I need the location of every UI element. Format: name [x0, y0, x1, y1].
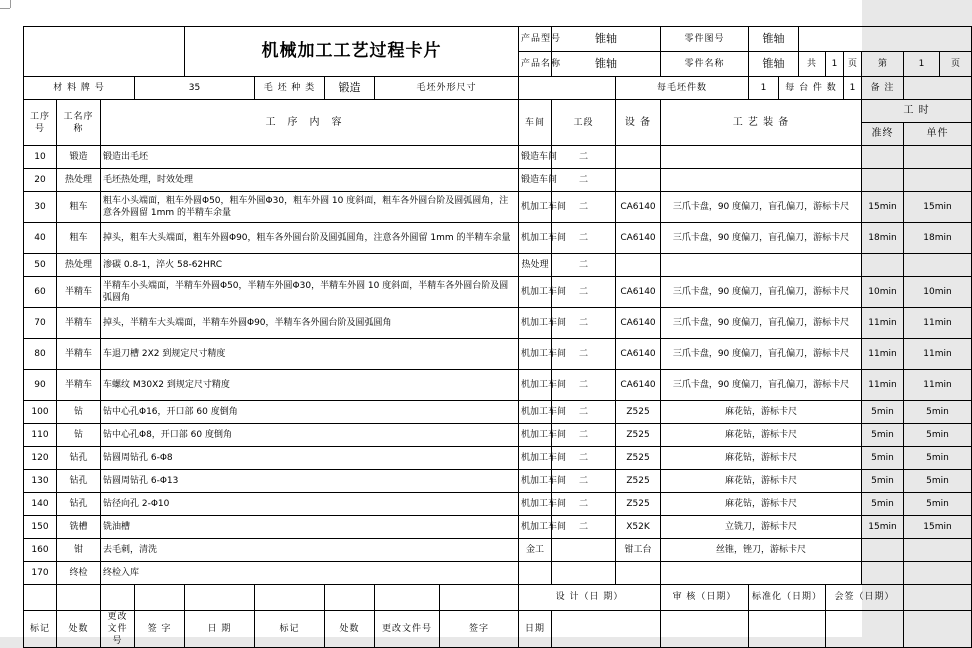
blank-cell [552, 611, 661, 648]
process-section[interactable]: 二 [552, 339, 616, 370]
process-row [24, 223, 972, 254]
product-name-value[interactable]: 锥轴 [552, 52, 661, 77]
col-equipment: 设 备 [616, 100, 661, 146]
process-prep-time[interactable] [862, 254, 904, 277]
standard-label: 标准化（日期） [749, 585, 826, 611]
process-name[interactable]: 钻孔 [57, 493, 101, 516]
blank-type-value[interactable]: 锻造 [325, 77, 375, 100]
process-content[interactable]: 车螺纹 M30X2 到规定尺寸精度 [101, 370, 519, 401]
date-label: 日 期 [185, 611, 255, 648]
process-prep-time[interactable]: 5min [862, 470, 904, 493]
process-equipment[interactable] [616, 146, 661, 169]
process-equipment[interactable] [616, 254, 661, 277]
process-row [24, 493, 972, 516]
process-row [24, 192, 972, 223]
process-content[interactable]: 半精车小头端面，半精车外圆Φ50，半精车外圆Φ30，半精车外圆 10 度斜面，半精车各外圆台阶及圆弧圆角 [101, 277, 519, 308]
process-name[interactable]: 半精车 [57, 308, 101, 339]
process-unit-time[interactable]: 15min [904, 192, 972, 223]
process-workshop[interactable]: 机加工车间 [519, 370, 552, 401]
process-seq[interactable]: 20 [24, 169, 57, 192]
process-unit-time[interactable]: 5min [904, 470, 972, 493]
process-seq[interactable]: 150 [24, 516, 57, 539]
process-workshop[interactable]: 机加工车间 [519, 470, 552, 493]
process-card-table [23, 26, 972, 648]
process-tooling[interactable]: 麻花钻，游标卡尺 [661, 401, 862, 424]
process-content[interactable]: 终检入库 [101, 562, 519, 585]
process-row [24, 447, 972, 470]
process-seq[interactable]: 140 [24, 493, 57, 516]
process-row [24, 308, 972, 339]
process-tooling[interactable]: 三爪卡盘，90 度偏刀，盲孔偏刀，游标卡尺 [661, 223, 862, 254]
process-content[interactable]: 去毛刺，清洗 [101, 539, 519, 562]
process-seq[interactable]: 110 [24, 424, 57, 447]
process-workshop[interactable]: 机加工车间 [519, 424, 552, 447]
blank-cell [57, 585, 101, 611]
remark-label: 备 注 [862, 77, 904, 100]
process-name[interactable]: 钻孔 [57, 470, 101, 493]
process-section[interactable]: 二 [552, 370, 616, 401]
card-title: 机械加工工艺过程卡片 [185, 27, 519, 77]
process-name[interactable]: 锻造 [57, 146, 101, 169]
design-label: 设 计（日 期） [519, 585, 661, 611]
count-label-2: 处数 [325, 611, 375, 648]
process-seq[interactable]: 90 [24, 370, 57, 401]
col-prep: 准终 [862, 123, 904, 146]
process-name[interactable]: 钻 [57, 424, 101, 447]
countersign-label: 会签（日期） [826, 585, 904, 611]
part-name-value[interactable]: 锥轴 [749, 52, 799, 77]
process-equipment[interactable]: 钳工台 [616, 539, 661, 562]
process-tooling[interactable]: 三爪卡盘，90 度偏刀，盲孔偏刀，游标卡尺 [661, 370, 862, 401]
process-prep-time[interactable]: 15min [862, 192, 904, 223]
process-tooling[interactable]: 三爪卡盘，90 度偏刀，盲孔偏刀，游标卡尺 [661, 308, 862, 339]
part-name-label: 零件名称 [661, 52, 749, 77]
process-workshop[interactable]: 热处理 [519, 254, 552, 277]
blank-type-label: 毛 坯 种 类 [255, 77, 325, 100]
process-content[interactable]: 掉头，半精车大头端面，半精车外圆Φ90，半精车各外圆台阶及圆弧圆角 [101, 308, 519, 339]
col-name: 工名序称 [57, 100, 101, 146]
process-equipment[interactable]: CA6140 [616, 192, 661, 223]
process-name[interactable]: 半精车 [57, 277, 101, 308]
col-hours: 工 时 [862, 100, 972, 123]
process-prep-time[interactable]: 11min [862, 370, 904, 401]
process-content[interactable]: 钻圆周钻孔 6-Φ8 [101, 447, 519, 470]
process-content[interactable]: 锻造出毛坯 [101, 146, 519, 169]
process-section[interactable]: 二 [552, 192, 616, 223]
process-prep-time[interactable]: 15min [862, 516, 904, 539]
col-tooling: 工 艺 装 备 [661, 100, 862, 146]
remark-value[interactable] [904, 77, 972, 100]
process-seq[interactable]: 10 [24, 146, 57, 169]
product-model-value[interactable]: 锥轴 [552, 27, 661, 52]
process-tooling[interactable]: 三爪卡盘，90 度偏刀，盲孔偏刀，游标卡尺 [661, 192, 862, 223]
process-section[interactable]: 二 [552, 169, 616, 192]
process-seq[interactable]: 100 [24, 401, 57, 424]
blank-size-label: 毛坯外形尺寸 [375, 77, 519, 100]
process-equipment[interactable]: Z525 [616, 493, 661, 516]
process-row [24, 339, 972, 370]
process-prep-time[interactable]: 18min [862, 223, 904, 254]
process-name[interactable]: 终检 [57, 562, 101, 585]
process-section[interactable] [552, 562, 616, 585]
process-seq[interactable]: 50 [24, 254, 57, 277]
process-tooling[interactable]: 麻花钻，游标卡尺 [661, 470, 862, 493]
process-seq[interactable]: 160 [24, 539, 57, 562]
process-tooling[interactable] [661, 254, 862, 277]
process-seq[interactable]: 40 [24, 223, 57, 254]
blank-cell [101, 585, 135, 611]
process-row [24, 424, 972, 447]
process-content[interactable]: 钻径向孔 2-Φ10 [101, 493, 519, 516]
process-workshop[interactable] [519, 562, 552, 585]
process-seq[interactable]: 170 [24, 562, 57, 585]
process-content[interactable]: 掉头，粗车大头端面，粗车外圆Φ90，粗车各外圆台阶及圆弧圆角，注意各外圆留 1mm 的半精车余量 [101, 223, 519, 254]
blank-cell [375, 585, 440, 611]
process-equipment[interactable]: Z525 [616, 401, 661, 424]
process-prep-time[interactable]: 11min [862, 308, 904, 339]
process-workshop[interactable]: 机加工车间 [519, 493, 552, 516]
process-unit-time[interactable]: 5min [904, 424, 972, 447]
process-section[interactable]: 二 [552, 277, 616, 308]
col-seq: 工序号 [24, 100, 57, 146]
process-prep-time[interactable] [862, 539, 904, 562]
process-unit-time[interactable] [904, 169, 972, 192]
process-unit-time[interactable] [904, 539, 972, 562]
change-doc-label: 更改文件号 [101, 611, 135, 648]
part-drawing-value[interactable]: 锥轴 [749, 27, 799, 52]
process-prep-time[interactable]: 5min [862, 493, 904, 516]
process-row [24, 254, 972, 277]
process-unit-time[interactable]: 5min [904, 401, 972, 424]
process-row [24, 146, 972, 169]
process-section[interactable]: 二 [552, 223, 616, 254]
crop-mark [10, 0, 11, 8]
process-seq[interactable]: 30 [24, 192, 57, 223]
process-prep-time[interactable]: 5min [862, 401, 904, 424]
blank-cell [661, 611, 749, 648]
process-name[interactable]: 钳 [57, 539, 101, 562]
product-model-label: 产品型号 [519, 27, 552, 52]
process-section[interactable]: 二 [552, 493, 616, 516]
blank-cell [24, 585, 57, 611]
crop-mark [0, 8, 10, 9]
process-content[interactable]: 铣油槽 [101, 516, 519, 539]
process-row [24, 562, 972, 585]
process-content[interactable]: 粗车小头端面，粗车外圆Φ50，粗车外圆Φ30，粗车外圆 10 度斜面，粗车各外圆台阶及圆弧圆角，注意各外圆留 1mm 的半精车余量 [101, 192, 519, 223]
part-drawing-label: 零件图号 [661, 27, 749, 52]
per-unit-label: 每 台 件 数 [779, 77, 844, 100]
process-prep-time[interactable] [862, 169, 904, 192]
process-equipment[interactable]: Z525 [616, 424, 661, 447]
process-content[interactable]: 钻圆周钻孔 6-Φ13 [101, 470, 519, 493]
process-content[interactable]: 钻中心孔Φ16，开口部 60 度倒角 [101, 401, 519, 424]
process-seq[interactable]: 120 [24, 447, 57, 470]
process-row [24, 277, 972, 308]
blank-cell [826, 611, 904, 648]
count-label: 处数 [57, 611, 101, 648]
change-doc-label-2: 更改文件号 [375, 611, 440, 648]
process-tooling[interactable] [661, 562, 862, 585]
page-label: 页 [844, 52, 862, 77]
process-row [24, 370, 972, 401]
process-equipment[interactable]: CA6140 [616, 308, 661, 339]
process-workshop[interactable]: 机加工车间 [519, 223, 552, 254]
no-label: 第 [862, 52, 904, 77]
process-tooling[interactable]: 丝锥，锉刀，游标卡尺 [661, 539, 862, 562]
process-name[interactable]: 热处理 [57, 254, 101, 277]
process-equipment[interactable]: Z525 [616, 470, 661, 493]
col-workshop: 车间 [519, 100, 552, 146]
process-tooling[interactable] [661, 146, 862, 169]
process-section[interactable]: 二 [552, 470, 616, 493]
process-section[interactable]: 二 [552, 146, 616, 169]
blank-cell [135, 585, 185, 611]
process-seq[interactable]: 80 [24, 339, 57, 370]
mark-label: 标记 [24, 611, 57, 648]
process-workshop[interactable]: 机加工车间 [519, 277, 552, 308]
process-workshop[interactable]: 机加工车间 [519, 401, 552, 424]
blank-cell [904, 585, 972, 611]
blank-cell [185, 585, 255, 611]
process-unit-time[interactable] [904, 254, 972, 277]
process-section[interactable] [552, 539, 616, 562]
process-content[interactable]: 钻中心孔Φ8，开口部 60 度倒角 [101, 424, 519, 447]
process-name[interactable]: 半精车 [57, 370, 101, 401]
process-workshop[interactable]: 机加工车间 [519, 308, 552, 339]
process-workshop[interactable]: 机加工车间 [519, 516, 552, 539]
process-content[interactable]: 毛坯热处理，时效处理 [101, 169, 519, 192]
process-workshop[interactable]: 锻造车间 [519, 146, 552, 169]
material-brand-label: 材 料 牌 号 [24, 77, 135, 100]
blank-cell [325, 585, 375, 611]
process-unit-time[interactable]: 11min [904, 339, 972, 370]
total-pages[interactable]: 1 [826, 52, 844, 77]
process-row [24, 169, 972, 192]
process-name[interactable]: 钻孔 [57, 447, 101, 470]
process-equipment[interactable]: X52K [616, 516, 661, 539]
blank-size-value[interactable] [519, 77, 616, 100]
per-unit-value[interactable]: 1 [844, 77, 862, 100]
process-workshop[interactable]: 机加工车间 [519, 339, 552, 370]
process-equipment[interactable]: CA6140 [616, 277, 661, 308]
blank-cell [904, 611, 972, 648]
mark-label-2: 标记 [255, 611, 325, 648]
product-name-label: 产品名称 [519, 52, 552, 77]
process-content[interactable]: 车退刀槽 2X2 到规定尺寸精度 [101, 339, 519, 370]
review-label: 审 核（日期） [661, 585, 749, 611]
process-row [24, 401, 972, 424]
process-prep-time[interactable]: 5min [862, 447, 904, 470]
process-unit-time[interactable]: 18min [904, 223, 972, 254]
col-unit: 单件 [904, 123, 972, 146]
process-tooling[interactable]: 麻花钻，游标卡尺 [661, 493, 862, 516]
process-seq[interactable]: 70 [24, 308, 57, 339]
process-tooling[interactable] [661, 169, 862, 192]
process-workshop[interactable]: 金工 [519, 539, 552, 562]
process-name[interactable]: 半精车 [57, 339, 101, 370]
total-label: 共 [799, 52, 826, 77]
process-unit-time[interactable]: 15min [904, 516, 972, 539]
process-tooling[interactable]: 麻花钻，游标卡尺 [661, 447, 862, 470]
process-unit-time[interactable]: 10min [904, 277, 972, 308]
process-prep-time[interactable]: 5min [862, 424, 904, 447]
process-section[interactable]: 二 [552, 254, 616, 277]
process-equipment[interactable] [616, 169, 661, 192]
process-prep-time[interactable]: 11min [862, 339, 904, 370]
blank-cell [440, 585, 519, 611]
process-section[interactable]: 二 [552, 308, 616, 339]
col-content: 工序内容 [101, 100, 519, 146]
process-section[interactable]: 二 [552, 401, 616, 424]
process-content[interactable]: 渗碳 0.8-1，淬火 58-62HRC [101, 254, 519, 277]
process-unit-time[interactable] [904, 146, 972, 169]
process-tooling[interactable]: 三爪卡盘，90 度偏刀，盲孔偏刀，游标卡尺 [661, 277, 862, 308]
process-workshop[interactable]: 机加工车间 [519, 447, 552, 470]
page-label-2: 页 [940, 52, 972, 77]
per-blank-value[interactable]: 1 [749, 77, 779, 100]
process-name[interactable]: 钻 [57, 401, 101, 424]
material-brand-value[interactable]: 35 [135, 77, 255, 100]
process-tooling[interactable]: 麻花钻，游标卡尺 [661, 424, 862, 447]
process-seq[interactable]: 60 [24, 277, 57, 308]
process-section[interactable]: 二 [552, 424, 616, 447]
process-equipment[interactable]: CA6140 [616, 223, 661, 254]
process-equipment[interactable]: CA6140 [616, 339, 661, 370]
col-section: 工段 [552, 100, 616, 146]
process-prep-time[interactable] [862, 562, 904, 585]
sign-label: 签 字 [135, 611, 185, 648]
page-no[interactable]: 1 [904, 52, 940, 77]
blank-cell [799, 27, 972, 52]
process-unit-time[interactable]: 5min [904, 447, 972, 470]
blank-cell [255, 585, 325, 611]
process-equipment[interactable] [616, 562, 661, 585]
process-workshop[interactable]: 锻造车间 [519, 169, 552, 192]
process-seq[interactable]: 130 [24, 470, 57, 493]
process-unit-time[interactable]: 5min [904, 493, 972, 516]
process-unit-time[interactable]: 11min [904, 370, 972, 401]
process-name[interactable]: 铣槽 [57, 516, 101, 539]
process-tooling[interactable]: 三爪卡盘，90 度偏刀，盲孔偏刀，游标卡尺 [661, 339, 862, 370]
process-row [24, 539, 972, 562]
process-name[interactable]: 粗车 [57, 223, 101, 254]
date-label-2: 日期 [519, 611, 552, 648]
process-row [24, 516, 972, 539]
blank-cell [24, 27, 185, 77]
process-name[interactable]: 热处理 [57, 169, 101, 192]
process-workshop[interactable]: 机加工车间 [519, 192, 552, 223]
blank-cell [749, 611, 826, 648]
process-equipment[interactable]: CA6140 [616, 370, 661, 401]
process-unit-time[interactable]: 11min [904, 308, 972, 339]
sign-label-2: 签字 [440, 611, 519, 648]
process-row [24, 470, 972, 493]
process-name[interactable]: 粗车 [57, 192, 101, 223]
process-tooling[interactable]: 立铣刀，游标卡尺 [661, 516, 862, 539]
process-section[interactable]: 二 [552, 516, 616, 539]
process-section[interactable]: 二 [552, 447, 616, 470]
process-unit-time[interactable] [904, 562, 972, 585]
process-prep-time[interactable] [862, 146, 904, 169]
process-prep-time[interactable]: 10min [862, 277, 904, 308]
process-equipment[interactable]: Z525 [616, 447, 661, 470]
per-blank-label: 每毛坯件数 [616, 77, 749, 100]
